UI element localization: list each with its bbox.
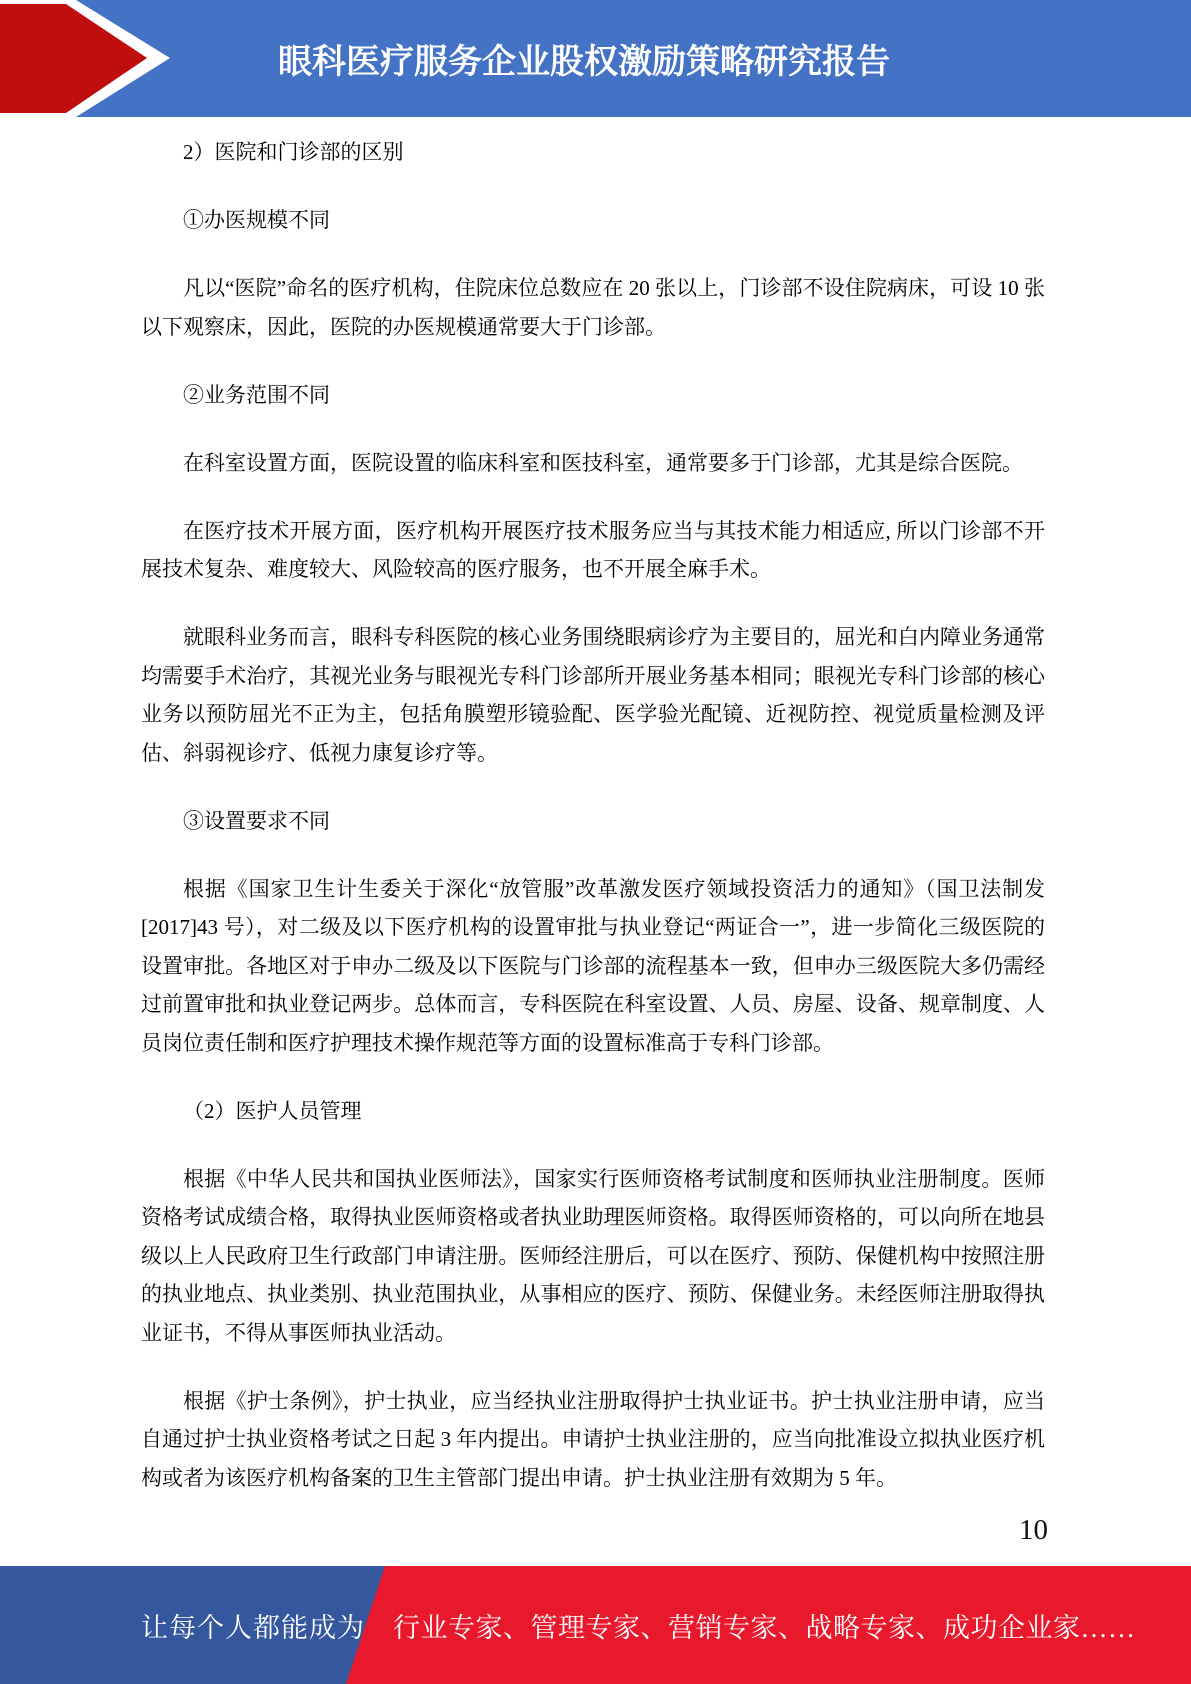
body-paragraph: 根据《国家卫生计生委关于深化“放管服”改革激发医疗领域投资活力的通知》（国卫法制发[2017]43 号），对二级及以下医疗机构的设置审批与执业登记“两证合一”，进一步简化三级医院的设置审批。各地区对于申办二级及以下医院与门诊部的流程基本一致，但申办三级医院大多仍需经过前置审批和执业登记两步。总体而言，专科医院在科室设置、人员、房屋、设备、规章制度、人员岗位责任制和医疗护理技术操作规范等方面的设置标准高于专科门诊部。 bbox=[141, 876, 1045, 1055]
footer-slogan-list: 行业专家、管理专家、营销专家、战略专家、成功企业家…… bbox=[393, 1612, 1136, 1643]
section-heading: （2）医护人员管理 bbox=[183, 1098, 362, 1123]
section-heading: ③设置要求不同 bbox=[183, 808, 330, 833]
page-header-band bbox=[0, 0, 1191, 117]
body-paragraph: 根据《中华人民共和国执业医师法》，国家实行医师资格考试制度和医师执业注册制度。医师资格考试成绩合格，取得执业医师资格或者执业助理医师资格。取得医师资格的，可以向所在地县级以上人民政府卫生行政部门申请注册。医师经注册后，可以在医疗、预防、保健机构中按照注册的执业地点、执业类别、执业范围执业，从事相应的医疗、预防、保健业务。未经医师注册取得执业证书，不得从事医师执业活动。 bbox=[141, 1166, 1045, 1345]
report-title: 眼科医疗服务企业股权激励策略研究报告 bbox=[278, 43, 890, 81]
body-paragraph: 在医疗技术开展方面，医疗机构开展医疗技术服务应当与其技术能力相适应, 所以门诊部不开展技术复杂、难度较大、风险较高的医疗服务，也不开展全麻手术。 bbox=[141, 518, 1045, 581]
body-paragraph: 就眼科业务而言，眼科专科医院的核心业务围绕眼病诊疗为主要目的，屈光和白内障业务通常均需要手术治疗，其视光业务与眼视光专科门诊部所开展业务基本相同；眼视光专科门诊部的核心业务以预防屈光不正为主，包括角膜塑形镜验配、医学验光配镜、近视防控、视觉质量检测及评估、斜弱视诊疗、低视力康复诊疗等。 bbox=[141, 625, 1045, 765]
page-number: 10 bbox=[1019, 1514, 1048, 1546]
section-heading: 2）医院和门诊部的区别 bbox=[183, 140, 404, 164]
section-heading: ①办医规模不同 bbox=[183, 208, 330, 232]
body-paragraph: 凡以“医院”命名的医疗机构，住院床位总数应在 20 张以上，门诊部不设住院病床，可设 10 张以下观察床，因此，医院的办医规模通常要大于门诊部。 bbox=[141, 276, 1045, 339]
body-paragraph: 根据《护士条例》，护士执业，应当经执业注册取得护士执业证书。护士执业注册申请，应当自通过护士执业资格考试之日起 3 年内提出。申请护士执业注册的，应当向批准设立拟执业医疗机构或者为该医疗机构备案的卫生主管部门提出申请。护士执业注册有效期为 5 年。 bbox=[141, 1388, 1045, 1490]
page-footer-band bbox=[0, 1566, 1191, 1684]
footer-slogan-lead: 让每个人都能成为 bbox=[141, 1612, 365, 1643]
document-body bbox=[141, 117, 1045, 1497]
body-paragraph: 在科室设置方面，医院设置的临床科室和医技科室，通常要多于门诊部，尤其是综合医院。 bbox=[183, 450, 1023, 475]
section-heading: ②业务范围不同 bbox=[183, 382, 330, 407]
